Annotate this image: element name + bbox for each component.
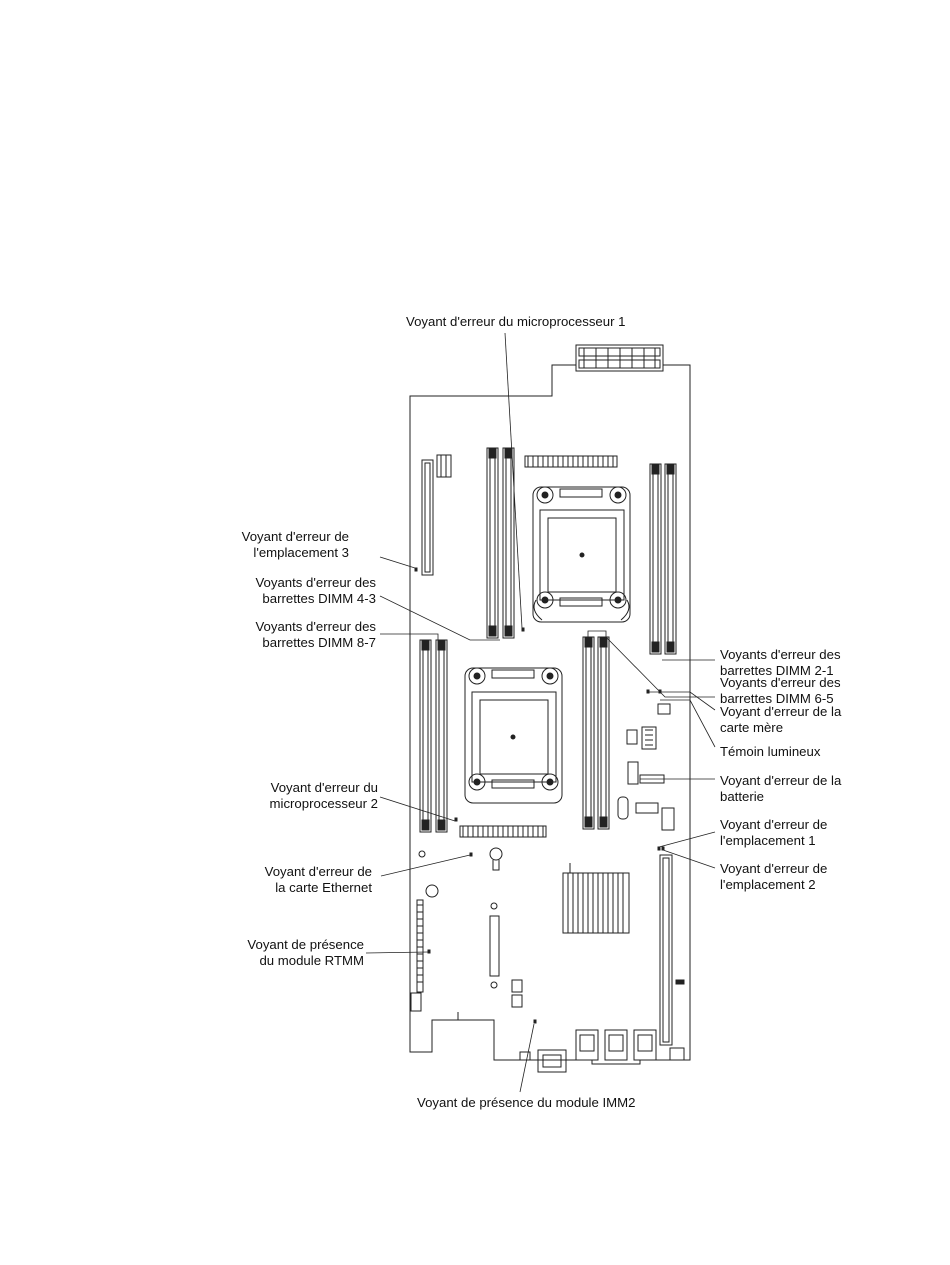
board-outline xyxy=(410,365,690,1064)
top-horizontal-connector xyxy=(525,456,617,467)
label-dimm-8-7-error-leds: Voyants d'erreur des barrettes DIMM 8-7 xyxy=(255,619,376,650)
label-dimm-4-3-error-leds: Voyants d'erreur des barrettes DIMM 4-3 xyxy=(255,575,376,606)
label-slot1-error-led: Voyant d'erreur de l'emplacement 1 xyxy=(720,817,828,848)
label-imm2-presence-led: Voyant de présence du module IMM2 xyxy=(417,1095,636,1110)
label-rtmm-presence-led: Voyant de présence du module RTMM xyxy=(247,937,364,968)
label-battery-error-led: Voyant d'erreur de la batterie xyxy=(720,773,842,804)
rear-ports xyxy=(520,1030,684,1072)
label-light-path-led: Témoin lumineux xyxy=(720,744,821,759)
right-components xyxy=(618,704,674,830)
slot3-connector xyxy=(422,455,451,575)
dimm-slots-4-3 xyxy=(487,448,514,638)
label-dimm-2-1-error-leds: Voyants d'erreur des barrettes DIMM 2-1 xyxy=(720,647,841,678)
lower-horizontal-connector xyxy=(460,826,546,837)
slot1-2-connector xyxy=(660,855,684,1045)
cpu1-socket xyxy=(533,487,630,622)
left-bottom-components xyxy=(411,848,522,1020)
led-markers xyxy=(415,568,664,1023)
label-cpu2-error-led: Voyant d'erreur du microprocesseur 2 xyxy=(269,780,378,811)
chipset-heatsink xyxy=(563,863,629,933)
cpu2-socket xyxy=(465,668,562,803)
dimm-slots-6-5 xyxy=(583,637,609,829)
label-slot3-error-led: Voyant d'erreur de l'emplacement 3 xyxy=(241,529,349,560)
label-dimm-6-5-error-leds: Voyants d'erreur des barrettes DIMM 6-5 xyxy=(720,675,841,706)
top-connector xyxy=(576,345,663,371)
label-ethernet-error-led: Voyant d'erreur de la carte Ethernet xyxy=(264,864,372,895)
label-system-board-error-led: Voyant d'erreur de la carte mère xyxy=(720,704,842,735)
label-slot2-error-led: Voyant d'erreur de l'emplacement 2 xyxy=(720,861,828,892)
dimm-slots-8-7 xyxy=(420,640,447,832)
dimm-slots-2-1 xyxy=(650,464,676,654)
label-cpu1-error-led: Voyant d'erreur du microprocesseur 1 xyxy=(406,314,626,329)
